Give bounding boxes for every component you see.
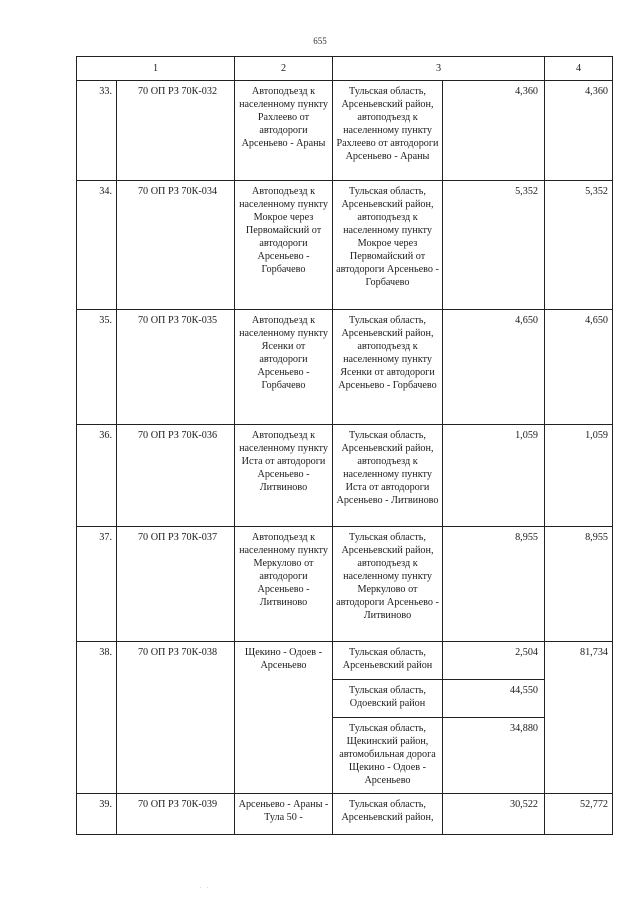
header-cell-1: 1	[77, 57, 235, 81]
table-header-row	[77, 57, 613, 81]
row-number: 37.	[77, 527, 117, 642]
header-cell-3: 3	[333, 57, 545, 81]
road-location: Тульская область, Арсеньевский район, автоподъезд к населенному пункту Рахлеево от автодороги Арсеньево - Араны	[333, 81, 443, 181]
segment-length: 4,650	[443, 310, 545, 425]
total-length: 5,352	[545, 181, 613, 310]
road-name: Автоподъезд к населенному пункту Ясенки от автодороги Арсеньево - Горбачево	[235, 310, 333, 425]
row-number: 39.	[77, 794, 117, 835]
segment-length: 44,550	[443, 680, 545, 718]
road-code: 70 ОП РЗ 70К-036	[117, 425, 235, 527]
road-name: Автоподъезд к населенному пункту Иста от автодороги Арсеньево - Литвиново	[235, 425, 333, 527]
road-location: Тульская область, Арсеньевский район	[333, 642, 443, 680]
scan-mark: . .	[200, 884, 211, 890]
road-location: Тульская область, Арсеньевский район, автоподъезд к населенному пункту Ясенки от автодороги Арсеньево - Горбачево	[333, 310, 443, 425]
road-location: Тульская область, Одоевский район	[333, 680, 443, 718]
segment-length: 30,522	[443, 794, 545, 835]
road-name: Автоподъезд к населенному пункту Меркулово от автодороги Арсеньево - Литвиново	[235, 527, 333, 642]
segment-length: 5,352	[443, 181, 545, 310]
row-number: 33.	[77, 81, 117, 181]
table-row	[77, 425, 613, 527]
road-code: 70 ОП РЗ 70К-037	[117, 527, 235, 642]
total-length: 8,955	[545, 527, 613, 642]
road-code: 70 ОП РЗ 70К-035	[117, 310, 235, 425]
segment-length: 2,504	[443, 642, 545, 680]
road-code: 70 ОП РЗ 70К-034	[117, 181, 235, 310]
row-number: 36.	[77, 425, 117, 527]
table-row	[77, 81, 613, 181]
road-location: Тульская область, Арсеньевский район, автоподъезд к населенному пункту Иста от автодороги Арсеньево - Литвиново	[333, 425, 443, 527]
road-code: 70 ОП РЗ 70К-039	[117, 794, 235, 835]
road-code: 70 ОП РЗ 70К-032	[117, 81, 235, 181]
road-name: Автоподъезд к населенному пункту Мокрое через Первомайский от автодороги Арсеньево - Горбачево	[235, 181, 333, 310]
road-code: 70 ОП РЗ 70К-038	[117, 642, 235, 794]
road-name: Арсеньево - Араны - Тула 50 -	[235, 794, 333, 835]
total-length: 1,059	[545, 425, 613, 527]
segment-length: 34,880	[443, 718, 545, 794]
table-row	[77, 181, 613, 310]
header-cell-4: 4	[545, 57, 613, 81]
road-name: Щекино - Одоев - Арсеньево	[235, 642, 333, 794]
row-number: 35.	[77, 310, 117, 425]
segment-length: 4,360	[443, 81, 545, 181]
road-location: Тульская область, Арсеньевский район,	[333, 794, 443, 835]
total-length: 4,360	[545, 81, 613, 181]
road-location: Тульская область, Арсеньевский район, автоподъезд к населенному пункту Меркулово от автодороги Арсеньево - Литвиново	[333, 527, 443, 642]
road-registry-table	[76, 56, 613, 835]
table-row	[77, 310, 613, 425]
table-row	[77, 527, 613, 642]
segment-length: 1,059	[443, 425, 545, 527]
page-number: 655	[313, 36, 327, 46]
road-location: Тульская область, Щекинский район, автомобильная дорога Щекино - Одоев - Арсеньево	[333, 718, 443, 794]
total-length: 4,650	[545, 310, 613, 425]
road-name: Автоподъезд к населенному пункту Рахлеево от автодороги Арсеньево - Араны	[235, 81, 333, 181]
total-length: 52,772	[545, 794, 613, 835]
road-location: Тульская область, Арсеньевский район, автоподъезд к населенному пункту Мокрое через Первомайский от автодороги Арсеньево - Горбачево	[333, 181, 443, 310]
segment-length: 8,955	[443, 527, 545, 642]
total-length: 81,734	[545, 642, 613, 794]
table-row	[77, 794, 613, 835]
header-cell-2: 2	[235, 57, 333, 81]
row-number: 34.	[77, 181, 117, 310]
table-row	[77, 642, 613, 680]
row-number: 38.	[77, 642, 117, 794]
